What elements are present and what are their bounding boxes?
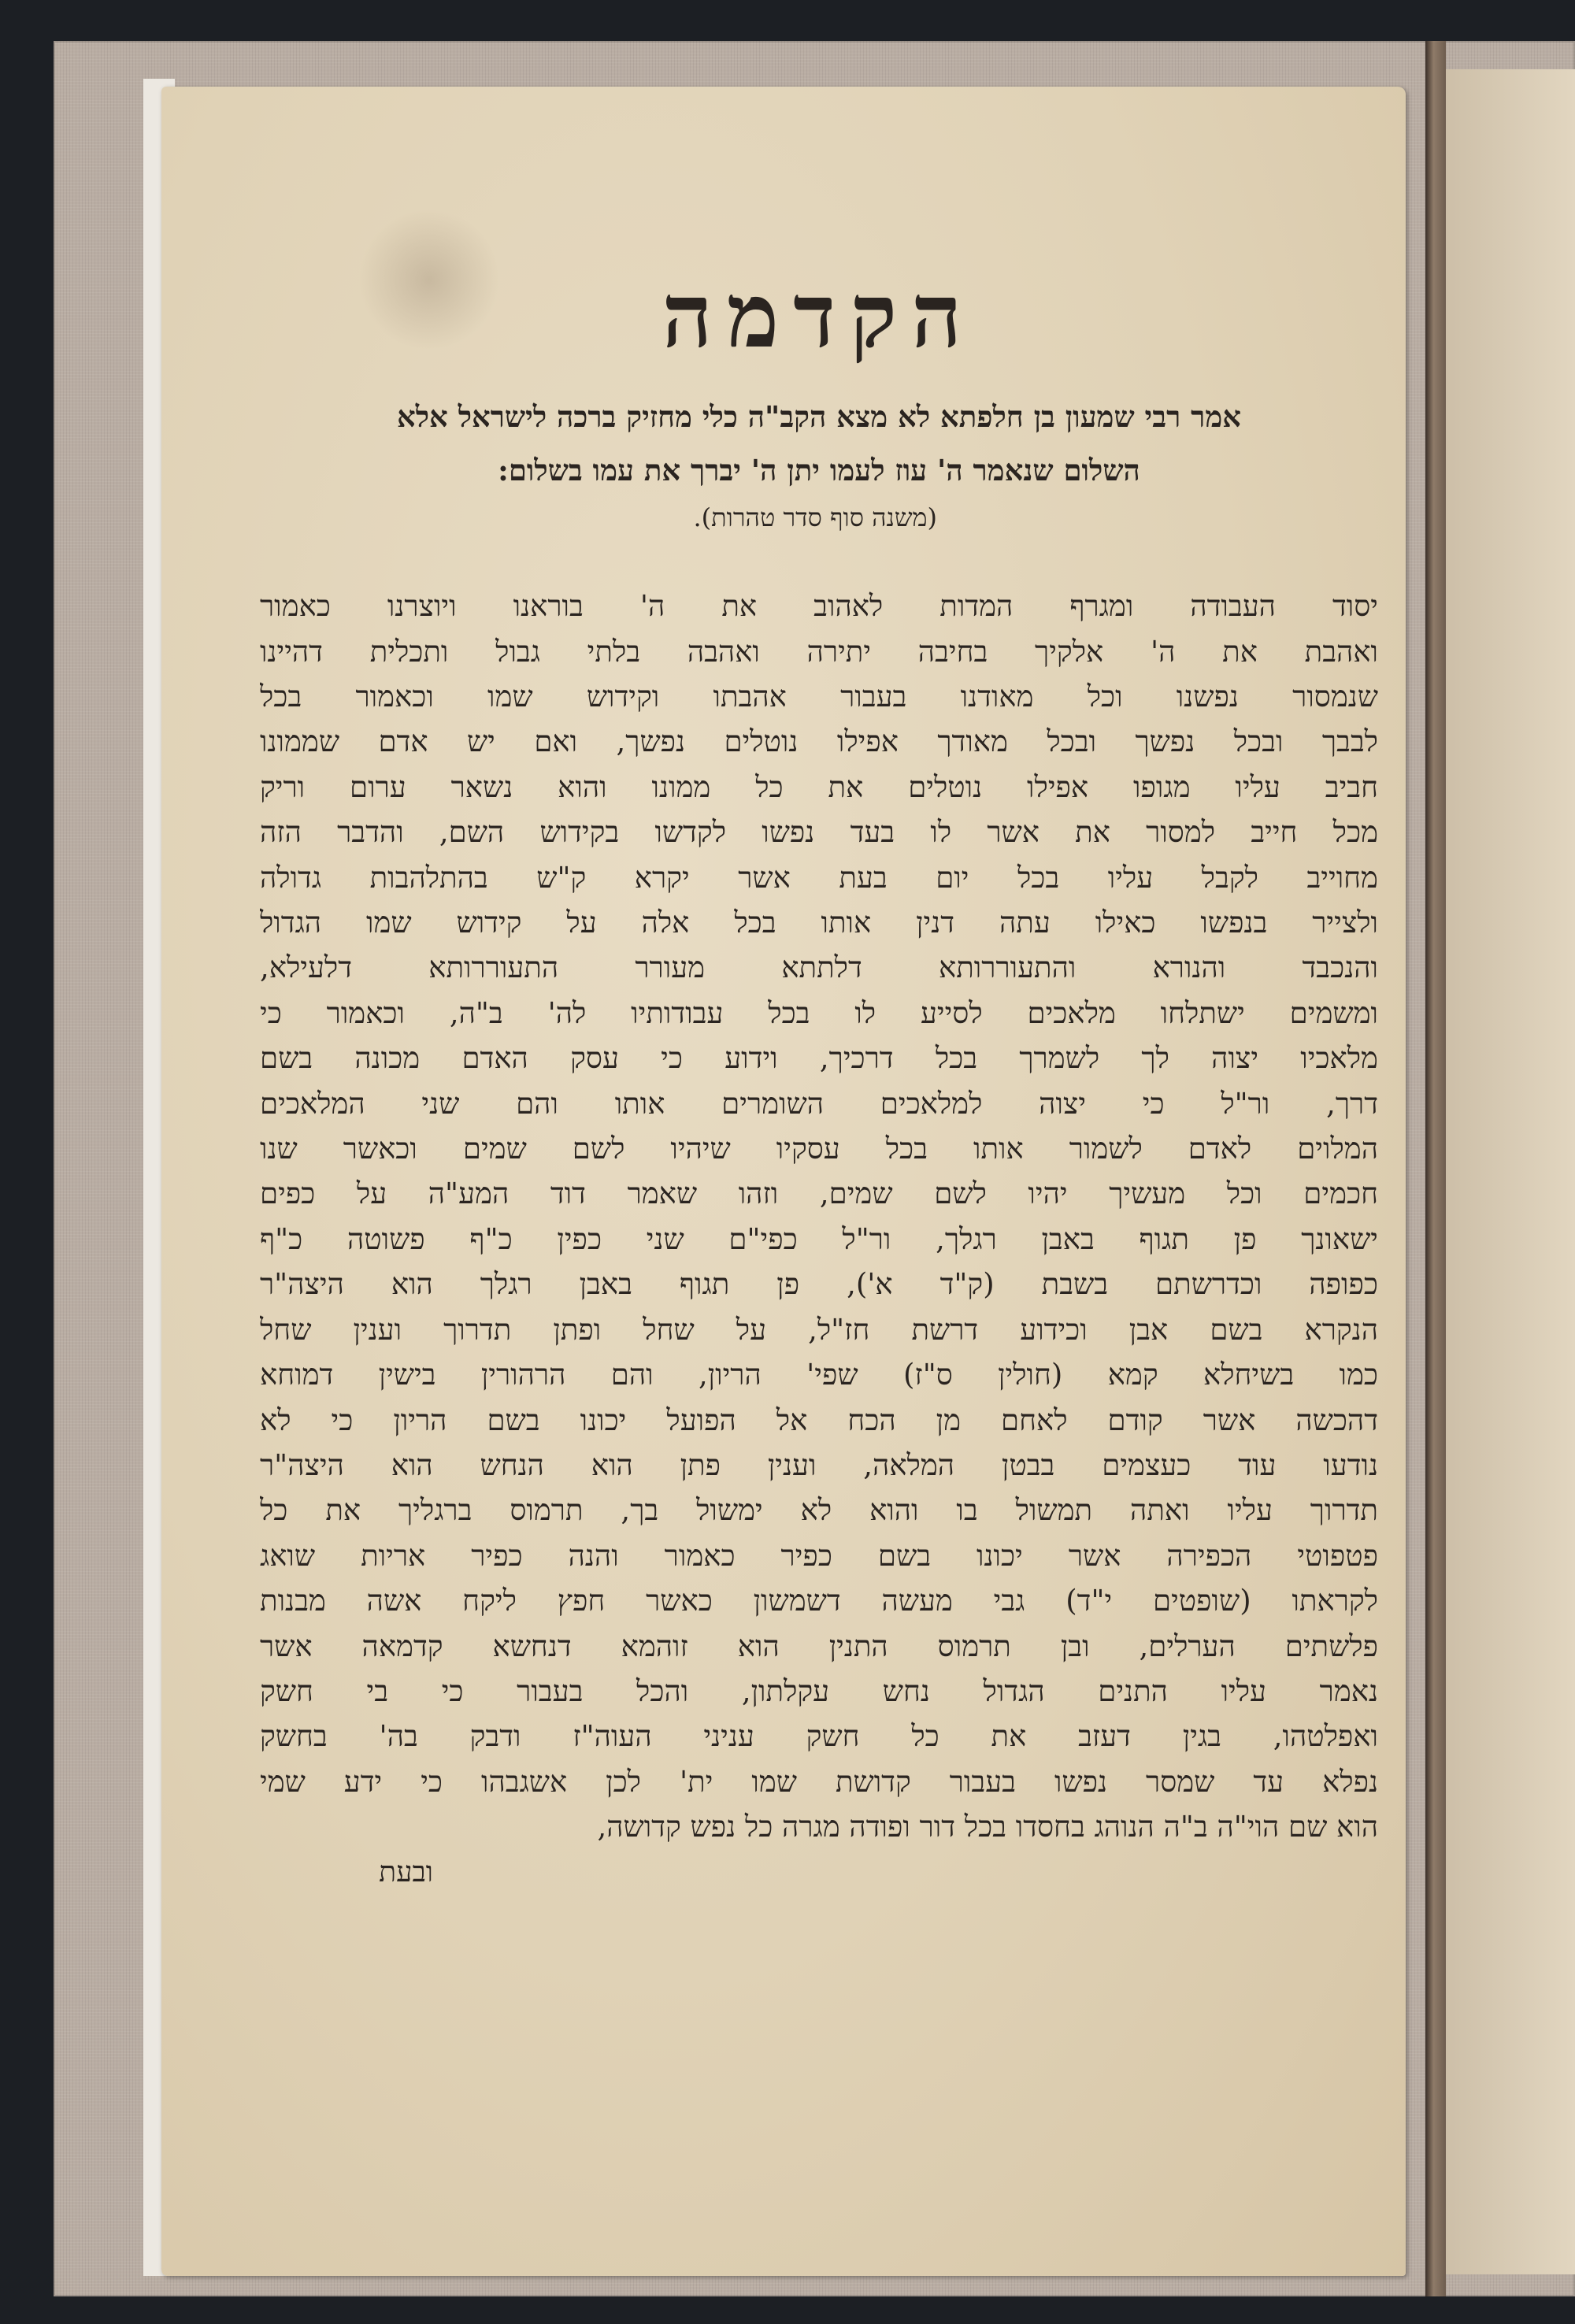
body-line: ומשמים ישתלחו מלאכים לסייע לו בכל עבודותיו לה' ב"ה, וכאמור כי xyxy=(260,995,1378,1030)
body-line: מכל חייב למסור את אשר לו בעד נפשו לקדשו בקידוש השם, והדבר הזה xyxy=(260,815,1378,850)
body-line: פטפוטי הכפירה אשר יכונו בשם כפיר כאמור והנה כפיר אריות שואג xyxy=(260,1538,1378,1573)
body-line: והנכבד והנורא והתעוררותא דלתתא מעורר התעוררותא דלעילא, xyxy=(260,951,1378,985)
body-text xyxy=(260,584,1378,1849)
body-line: תדרוך עליו ואתה תמשול בו והוא לא ימשול בך, תרמוס ברגליך את כל xyxy=(260,1493,1378,1528)
body-line: מחוייב לקבל עליו בכל יום בעת אשר יקרא ק"ש בהתלהבות גדולה xyxy=(260,860,1378,895)
body-line: שנמסור נפשנו וכל מאודנו בעבור אהבתו וקידוש שמו וכאמור בכל xyxy=(260,680,1378,714)
body-line: ולצייר בנפשו כאילו עתה דנין אותו בכל אלה על קידוש שמו הגדול xyxy=(260,906,1378,940)
body-line: המלוים לאדם לשמור אותו בכל עסקיו שיהיו לשם שמים וכאשר שנו xyxy=(260,1132,1378,1166)
body-line: ואפלטהו, בגין דעזב את כל חשק עניני העוה"ז ודבק בה' בחשק xyxy=(260,1719,1378,1754)
body-line: חכמים וכל מעשיך יהיו לשם שמים, וזהו שאמר דוד המע"ה על כפים xyxy=(260,1177,1378,1211)
body-line: יסוד העבודה ומגרף המדות לאהוב את ה' בוראנו ויוצרנו כאמור xyxy=(260,589,1378,624)
body-line: ישאונך פן תגוף באבן רגלך, ור"ל כפי"ם שני כפין כ"ף פשוטה כ"ף xyxy=(260,1221,1378,1256)
body-line: נודעו עוד כעצמים בבטן המלאה, וענין פתן הוא הנחש הוא היצה"ר xyxy=(260,1447,1378,1482)
body-line: ואהבת את ה' אלקיך בחיבה יתירה ואהבה בלתי גבול ותכלית דהיינו xyxy=(260,634,1378,669)
body-line: הנקרא בשם אבן וכידוע דרשת חז"ל, על שחל ופתן תדרוך וענין שחל xyxy=(260,1312,1378,1347)
catchword: ובעת xyxy=(379,1855,433,1888)
opening-quote-line-1: אמר רבי שמעון בן חלפתא לא מצא הקב"ה כלי מחזיק ברכה לישראל אלא xyxy=(396,399,1242,435)
body-line: לבבך ובכל נפשך ובכל מאודך אפילו נוטלים נפשך, ואם יש אדם שממונו xyxy=(260,725,1378,759)
page-content xyxy=(260,265,1378,1892)
body-line: נפלא עד שמסר נפשו בעבור קדושת שמו ית' לכן אשגבהו כי ידע שמי xyxy=(260,1764,1378,1799)
body-line: פלשתים הערלים, ובן תרמוס התנין הוא זוהמא דנחשא קדמאה אשר xyxy=(260,1629,1378,1663)
body-line: מלאכיו יצוה לך לשמרך בכל דרכיך, וידוע כי עסק האדם מכונה בשם xyxy=(260,1041,1378,1076)
body-line: לקראתו (שופטים י"ד) גבי מעשה דשמשון כאשר חפץ ליקח אשה מבנות xyxy=(260,1584,1378,1618)
body-line: נאמר עליו התנים הגדול נחש עקלתון, והכל בעבור כי בי חשק xyxy=(260,1674,1378,1708)
body-line: הוא שם הוי"ה ב"ה הנוהג בחסדו בכל דור ופודה מגרה כל נפש קדושה, xyxy=(597,1810,1378,1844)
body-line: דרך, ור"ל כי יצוה למלאכים השומרים אותו והם שני המלאכים xyxy=(260,1086,1378,1121)
body-line: חביב עליו מגופו אפילו נוטלים את כל ממונו והוא נשאר ערום וריק xyxy=(260,769,1378,804)
page-heading: הקדמה xyxy=(662,265,976,368)
opening-quote-line-2: השלום שנאמר ה' עוז לעמו יתן ה' יברך את עמו בשלום: xyxy=(498,453,1140,488)
body-line: כפופה וכדרשתם בשבת (ק"ד א'), פן תגוף באבן רגלך הוא היצה"ר xyxy=(260,1267,1378,1302)
body-line: כמו בשיחלא קמא (חולין ס"ז) שפי' הריון, והם הרהורין בישין דמוחא xyxy=(260,1358,1378,1392)
facing-page-edge xyxy=(1446,69,1575,2274)
body-line: דהכשה אשר קודם לאחם מן הכח אל הפועל יכונו בשם הריון כי לא xyxy=(260,1403,1378,1437)
quote-source: (משנה סוף סדר טהרות). xyxy=(693,502,937,533)
book-gutter xyxy=(1425,41,1446,2296)
